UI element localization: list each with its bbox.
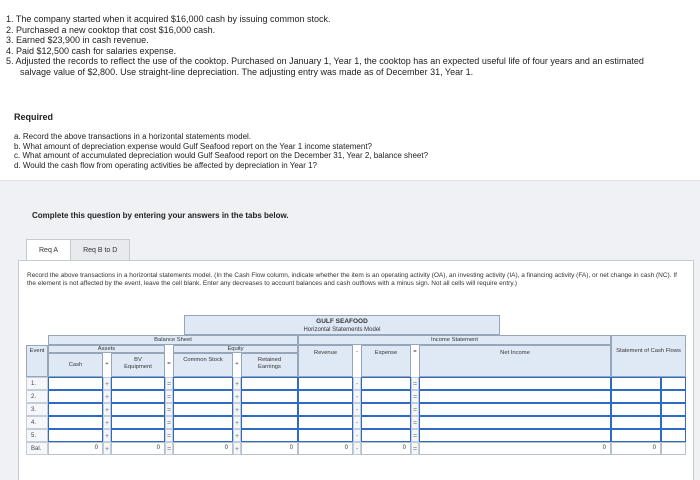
table-row: 1. + = + - = (26, 377, 691, 390)
problem-item-2: 2. Purchased a new cooktop that cost $16,000 cash. (6, 24, 216, 35)
row-label: 4. (26, 416, 48, 429)
cash-flow-activity-balance (661, 442, 686, 455)
expense-col-header: Expense (361, 345, 411, 377)
bv-equipment-col-header: BV Equipment (111, 353, 165, 377)
row-label: 5. (26, 429, 48, 442)
cash-flow-activity-input[interactable] (661, 429, 686, 442)
income-statement-header: Income Statement (298, 335, 611, 345)
revenue-input[interactable] (298, 390, 353, 403)
expense-input[interactable] (361, 377, 411, 390)
event-header: Event (26, 345, 48, 377)
header-equals: = (167, 361, 171, 367)
revenue-input[interactable] (298, 377, 353, 390)
cash-flow-amount-input[interactable] (611, 403, 661, 416)
problem-item-1: 1. The company started when it acquired $16,000 cash by issuing common stock. (6, 14, 331, 24)
common-stock-input[interactable] (173, 403, 233, 416)
cash-col-header: Cash (48, 353, 103, 377)
expense-input[interactable] (361, 403, 411, 416)
model-title: Horizontal Statements Model (303, 327, 381, 333)
cash-flow-activity-input[interactable] (661, 416, 686, 429)
cash-input[interactable] (48, 390, 103, 403)
expense-balance: 0 (361, 442, 411, 455)
revenue-col-header: Revenue (298, 345, 353, 377)
expense-input[interactable] (361, 390, 411, 403)
retained-earnings-balance: 0 (241, 442, 298, 455)
retained-earnings-input[interactable] (241, 377, 298, 390)
bv-equipment-input[interactable] (111, 377, 165, 390)
problem-statement (6, 14, 666, 77)
assets-header: Assets (48, 345, 165, 353)
cash-flow-activity-input[interactable] (661, 403, 686, 416)
required-item-a: a. Record the above transactions in a horizontal statements model. (14, 132, 252, 141)
cash-flow-amount-input[interactable] (611, 390, 661, 403)
common-stock-balance: 0 (173, 442, 233, 455)
revenue-balance: 0 (298, 442, 353, 455)
bv-equipment-input[interactable] (111, 403, 165, 416)
bv-equipment-input[interactable] (111, 390, 165, 403)
net-income-input[interactable] (419, 416, 611, 429)
required-heading: Required (14, 112, 54, 122)
cash-flow-balance: 0 (611, 442, 661, 455)
row-label: 1. (26, 377, 48, 390)
net-income-input[interactable] (419, 429, 611, 442)
cash-input[interactable] (48, 429, 103, 442)
header-plus-2: + (235, 361, 239, 367)
common-stock-input[interactable] (173, 429, 233, 442)
revenue-input[interactable] (298, 403, 353, 416)
cash-flow-amount-input[interactable] (611, 377, 661, 390)
tab-bar (26, 239, 129, 261)
horizontal-statements-model (26, 315, 691, 480)
company-name: GULF SEAFOOD (316, 318, 368, 325)
retained-earnings-input[interactable] (241, 429, 298, 442)
cash-balance: 0 (48, 442, 103, 455)
bv-equipment-input[interactable] (111, 416, 165, 429)
bv-equipment-balance: 0 (111, 442, 165, 455)
common-stock-input[interactable] (173, 390, 233, 403)
header-plus-1: + (105, 361, 109, 367)
cash-flow-activity-input[interactable] (661, 390, 686, 403)
problem-item-4: 4. Paid $12,500 cash for salaries expense. (6, 45, 177, 56)
tab-req-b-to-d[interactable]: Req B to D (70, 239, 130, 261)
row-label: 2. (26, 390, 48, 403)
tab-req-a[interactable]: Req A (26, 239, 71, 261)
required-list (14, 132, 674, 170)
revenue-input[interactable] (298, 429, 353, 442)
common-stock-input[interactable] (173, 377, 233, 390)
cash-flow-activity-input[interactable] (661, 377, 686, 390)
expense-input[interactable] (361, 429, 411, 442)
cash-input[interactable] (48, 403, 103, 416)
header-minus: - (356, 349, 358, 355)
table-row: 5. + = + - = (26, 429, 691, 442)
cash-input[interactable] (48, 416, 103, 429)
table-row: 2. + = + - = (26, 390, 691, 403)
balance-label: Bal. (26, 442, 48, 455)
retained-earnings-col-header: Retained Earnings (241, 353, 298, 377)
required-item-b: b. What amount of depreciation expense would Gulf Seafood report on the Year 1 income statement? (14, 141, 373, 151)
revenue-input[interactable] (298, 416, 353, 429)
cash-flow-amount-input[interactable] (611, 429, 661, 442)
bv-equipment-input[interactable] (111, 429, 165, 442)
retained-earnings-input[interactable] (241, 416, 298, 429)
problem-item-5: 5. Adjusted the records to reflect the use of the cooktop. Purchased on January 1, Year 1, the cooktop has an expected useful life of four years and an estimated salvage value of $2,800. Use straight-line depreciation. The adjusting entry was made as of December 31, Year 1. (6, 56, 644, 77)
net-income-input[interactable] (419, 390, 611, 403)
tab-content (18, 260, 694, 480)
table-row: 3. + = + - = (26, 403, 691, 416)
net-income-input[interactable] (419, 403, 611, 416)
cash-input[interactable] (48, 377, 103, 390)
question-panel (0, 180, 700, 480)
retained-earnings-input[interactable] (241, 403, 298, 416)
instructions-text: Complete this question by entering your answers in the tabs below. (32, 211, 289, 220)
retained-earnings-input[interactable] (241, 390, 298, 403)
row-label: 3. (26, 403, 48, 416)
task-description: Record the above transactions in a horizontal statements model. (In the Cash Flow column, indicate whether the item is an operating activity (OA), an investing activity (IA), a financing activity (FA), or net change in cash (NC). If the element is not affected by the event, leave the cell blank. Enter any decreases to account balances and cash outflows with a minus sign. Not all cells will require entry.) (27, 272, 677, 287)
cash-flows-header: Statement of Cash Flows (611, 335, 686, 377)
net-income-balance: 0 (419, 442, 611, 455)
required-item-c: c. What amount of accumulated depreciation would Gulf Seafood report on the December 31, Year 2, balance sheet? (14, 151, 429, 160)
cash-flow-amount-input[interactable] (611, 416, 661, 429)
model-title-bar (184, 315, 500, 335)
equity-header: Equity (173, 345, 298, 353)
common-stock-col-header: Common Stock (173, 353, 233, 377)
common-stock-input[interactable] (173, 416, 233, 429)
table-row: 4. + = + - = (26, 416, 691, 429)
balance-sheet-header: Balance Sheet (48, 335, 298, 345)
net-income-input[interactable] (419, 377, 611, 390)
header-equals-2: = (413, 349, 417, 355)
required-item-d: d. Would the cash flow from operating activities be affected by depreciation in Year 1? (14, 160, 317, 170)
problem-item-3: 3. Earned $23,900 in cash revenue. (6, 35, 149, 45)
balance-row: Bal. 0 + 0 = 0 + 0 0 - 0 = 0 0 (26, 442, 691, 455)
net-income-col-header: Net Income (419, 345, 611, 377)
expense-input[interactable] (361, 416, 411, 429)
